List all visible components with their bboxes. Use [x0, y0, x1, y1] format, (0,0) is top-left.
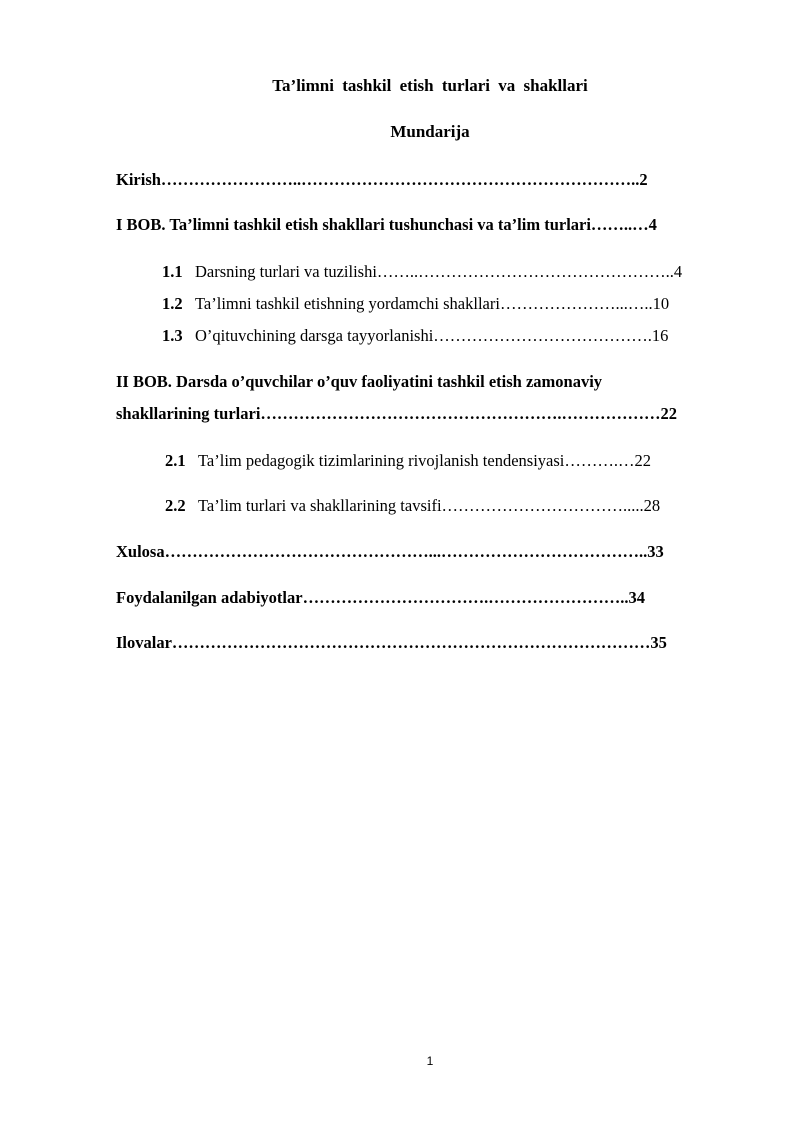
toc-entry-bob2-line2: shakllarining turlari……………………………………………….………………22 — [116, 404, 678, 423]
section-number: 2.2 — [165, 496, 186, 515]
section-number: 1.1 — [162, 262, 183, 281]
section-title: Ta’lim pedagogik tizimlarining rivojlanish tendensiyasi……….…22 — [198, 451, 651, 470]
section-number: 2.1 — [165, 451, 186, 470]
toc-entry-2-1 — [165, 451, 742, 471]
toc-entry-ilovalar: Ilovalar……………………………………………………………………………35 — [116, 633, 667, 652]
section-number: 1.2 — [162, 294, 183, 313]
section-number: 1.3 — [162, 326, 183, 345]
section-title: O’qituvchining darsga tayyorlanishi………………………………….16 — [195, 326, 669, 345]
toc-entry-1-2 — [162, 294, 742, 314]
section-title: Ta’limni tashkil etishning yordamchi shakllari…………………...…..10 — [195, 294, 670, 313]
toc-entry-bob1: I BOB. Ta’limni tashkil etish shakllari tushunchasi va ta’lim turlari……..…4 — [116, 215, 657, 234]
toc-entry-foydalanilgan-adabiyotlar: Foydalanilgan adabiyotlar…………………………….……………………..34 — [116, 588, 645, 607]
toc-entry-xulosa: Xulosa…………………………………………...………………………………..33 — [116, 542, 664, 561]
toc-heading: Mundarija — [390, 122, 470, 141]
toc-entry-1-1 — [162, 262, 742, 282]
section-title: Ta’lim turlari va shakllarining tavsifi…………………………….....28 — [198, 496, 661, 515]
toc-entry-2-2 — [165, 496, 742, 516]
toc-entry-1-3 — [162, 326, 742, 346]
page-number: 1 — [426, 1054, 434, 1068]
toc-entry-bob2-line1: II BOB. Darsda o’quvchilar o’quv faoliyatini tashkil etish zamonaviy — [116, 372, 603, 391]
document-title: Ta’limni tashkil etish turlari va shakllari — [272, 76, 588, 95]
section-title: Darsning turlari va tuzilishi……..………………………………………..4 — [195, 262, 683, 281]
toc-entry-kirish: Kirish……………………..……………………………………………………..2 — [116, 170, 648, 189]
